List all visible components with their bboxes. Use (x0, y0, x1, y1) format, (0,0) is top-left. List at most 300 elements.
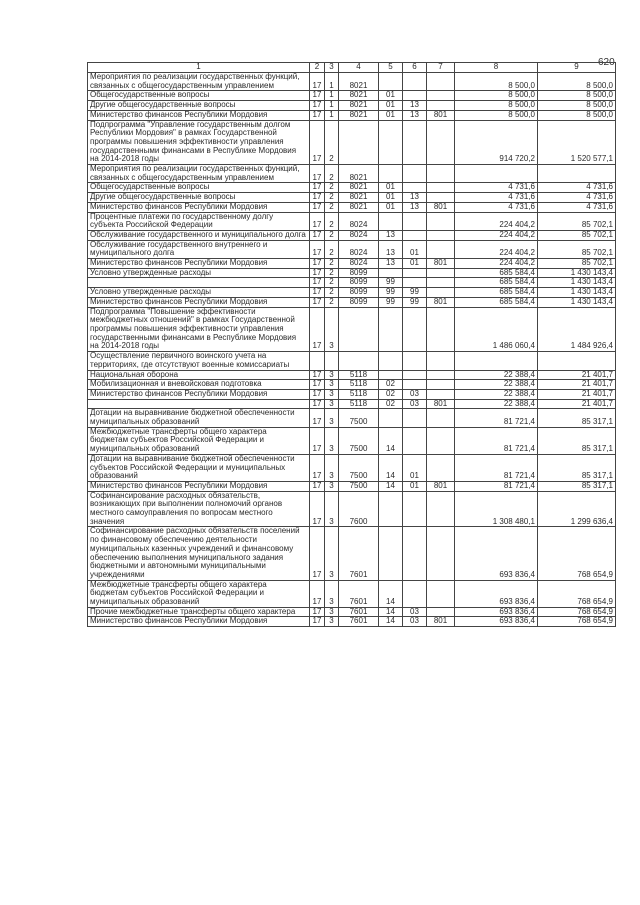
cell-code-7 (427, 427, 455, 454)
cell-amount-9: 85 317,1 (538, 409, 616, 427)
cell-code-5 (379, 491, 403, 527)
cell-code-7 (427, 352, 455, 370)
cell-amount-8: 693 836,4 (455, 527, 538, 580)
cell-code-4 (339, 120, 379, 165)
cell-code-6 (403, 268, 427, 278)
cell-code-6: 01 (403, 481, 427, 491)
cell-code-5: 01 (379, 110, 403, 120)
cell-code-5 (379, 527, 403, 580)
cell-code-5: 14 (379, 454, 403, 481)
cell-code-7: 801 (427, 481, 455, 491)
cell-code-6 (403, 91, 427, 101)
cell-amount-9: 1 430 143,4 (538, 278, 616, 288)
cell-code-2: 17 (310, 399, 325, 409)
cell-code-3: 2 (325, 259, 339, 269)
cell-code-5: 99 (379, 278, 403, 288)
cell-code-5: 99 (379, 288, 403, 298)
table-row (88, 91, 616, 101)
cell-code-3: 2 (325, 165, 339, 183)
cell-code-6: 99 (403, 297, 427, 307)
cell-amount-8: 81 721,4 (455, 427, 538, 454)
cell-code-3: 1 (325, 110, 339, 120)
cell-code-6: 13 (403, 202, 427, 212)
cell-amount-8: 685 584,4 (455, 268, 538, 278)
cell-code-6 (403, 307, 427, 352)
cell-code-6 (403, 370, 427, 380)
cell-code-4: 7500 (339, 427, 379, 454)
cell-code-7 (427, 288, 455, 298)
table-row (88, 454, 616, 481)
cell-name: Дотации на выравнивание бюджетной обеспеченности субъектов Российской Федерации и муниципальных образований (88, 454, 310, 481)
table-row (88, 481, 616, 491)
cell-code-7 (427, 278, 455, 288)
table-row (88, 240, 616, 258)
cell-code-7 (427, 120, 455, 165)
cell-amount-9: 85 702,1 (538, 212, 616, 230)
cell-code-7: 801 (427, 259, 455, 269)
cell-amount-8: 81 721,4 (455, 409, 538, 427)
cell-code-3: 3 (325, 399, 339, 409)
cell-code-3: 2 (325, 268, 339, 278)
cell-code-2: 17 (310, 193, 325, 203)
cell-code-2: 17 (310, 409, 325, 427)
cell-amount-9: 85 702,1 (538, 230, 616, 240)
column-header: 8 (455, 63, 538, 73)
cell-code-7 (427, 370, 455, 380)
cell-code-4: 5118 (339, 389, 379, 399)
cell-code-7 (427, 380, 455, 390)
cell-code-6 (403, 230, 427, 240)
cell-code-4: 8021 (339, 91, 379, 101)
column-header: 6 (403, 63, 427, 73)
cell-name: Другие общегосударственные вопросы (88, 101, 310, 111)
table-row (88, 352, 616, 370)
cell-code-5: 14 (379, 617, 403, 627)
cell-code-6 (403, 527, 427, 580)
column-header: 7 (427, 63, 455, 73)
cell-amount-8: 8 500,0 (455, 73, 538, 91)
cell-name: Общегосударственные вопросы (88, 183, 310, 193)
cell-amount-8: 81 721,4 (455, 481, 538, 491)
table-row (88, 607, 616, 617)
cell-code-3: 3 (325, 617, 339, 627)
cell-code-2: 17 (310, 607, 325, 617)
cell-code-2: 17 (310, 278, 325, 288)
cell-code-4: 8099 (339, 278, 379, 288)
cell-name: Прочие межбюджетные трансферты общего характера (88, 607, 310, 617)
cell-code-6 (403, 278, 427, 288)
table-row (88, 288, 616, 298)
table-row (88, 617, 616, 627)
cell-code-7 (427, 193, 455, 203)
cell-code-5: 13 (379, 240, 403, 258)
cell-code-4: 7601 (339, 580, 379, 607)
cell-amount-8: 693 836,4 (455, 617, 538, 627)
cell-code-2: 17 (310, 380, 325, 390)
cell-code-5: 14 (379, 607, 403, 617)
cell-code-5: 02 (379, 389, 403, 399)
cell-amount-9: 85 702,1 (538, 259, 616, 269)
cell-code-5: 02 (379, 380, 403, 390)
cell-amount-8: 4 731,6 (455, 183, 538, 193)
cell-name: Дотации на выравнивание бюджетной обеспеченности муниципальных образований (88, 409, 310, 427)
cell-code-5: 14 (379, 427, 403, 454)
table-row (88, 230, 616, 240)
cell-name: Мобилизационная и вневойсковая подготовка (88, 380, 310, 390)
cell-code-4: 8099 (339, 297, 379, 307)
cell-amount-8: 685 584,4 (455, 288, 538, 298)
cell-code-6: 13 (403, 101, 427, 111)
cell-code-4 (339, 307, 379, 352)
cell-name (88, 399, 310, 409)
cell-code-2: 17 (310, 259, 325, 269)
cell-amount-8: 81 721,4 (455, 454, 538, 481)
cell-amount-9: 4 731,6 (538, 193, 616, 203)
column-header: 4 (339, 63, 379, 73)
column-header: 9 (538, 63, 616, 73)
cell-code-6 (403, 427, 427, 454)
cell-code-5: 99 (379, 297, 403, 307)
cell-code-5: 14 (379, 580, 403, 607)
cell-code-6 (403, 580, 427, 607)
cell-amount-9: 85 702,1 (538, 240, 616, 258)
cell-code-2: 17 (310, 307, 325, 352)
cell-amount-8: 224 404,2 (455, 212, 538, 230)
table-row (88, 183, 616, 193)
cell-code-4: 8021 (339, 110, 379, 120)
cell-name: Софинансирование расходных обязательств, возникающих при выполнении полномочий органов местного самоуправления по вопросам местного значения (88, 491, 310, 527)
cell-code-4: 7601 (339, 617, 379, 627)
cell-amount-9: 8 500,0 (538, 110, 616, 120)
table-row (88, 527, 616, 580)
table-body (88, 73, 616, 627)
table-row (88, 380, 616, 390)
cell-code-4: 7500 (339, 409, 379, 427)
cell-name (88, 278, 310, 288)
table-row (88, 110, 616, 120)
cell-name: Софинансирование расходных обязательств поселений по финансовому обеспечению деятельности муниципальных казенных учреждений и финансовому обеспечению выполнения муниципального задания бюджетными и автономными муниципальными учреждениями (88, 527, 310, 580)
cell-code-7: 801 (427, 202, 455, 212)
cell-code-6: 03 (403, 617, 427, 627)
cell-code-3: 3 (325, 409, 339, 427)
cell-name: Мероприятия по реализации государственных функций, связанных с общегосударственным управлением (88, 165, 310, 183)
cell-amount-8: 8 500,0 (455, 101, 538, 111)
cell-code-6: 01 (403, 240, 427, 258)
cell-amount-8: 22 388,4 (455, 399, 538, 409)
cell-code-2: 17 (310, 288, 325, 298)
cell-code-3: 3 (325, 370, 339, 380)
cell-code-5: 01 (379, 91, 403, 101)
cell-amount-8: 1 486 060,4 (455, 307, 538, 352)
cell-amount-8: 22 388,4 (455, 370, 538, 380)
column-header: 1 (88, 63, 310, 73)
cell-name: Общегосударственные вопросы (88, 91, 310, 101)
cell-code-7: 801 (427, 399, 455, 409)
table-row (88, 268, 616, 278)
cell-name: Межбюджетные трансферты общего характера бюджетам субъектов Российской Федерации и муниципальных образований (88, 580, 310, 607)
cell-name: Подпрограмма "Повышение эффективности межбюджетных отношений" в рамках Государственной программы повышения эффективности управления государственными финансами в Республике Мордовия на 2014-2018 годы (88, 307, 310, 352)
cell-code-7 (427, 101, 455, 111)
cell-code-6: 01 (403, 259, 427, 269)
table-row (88, 491, 616, 527)
cell-code-4: 8099 (339, 268, 379, 278)
cell-amount-8: 22 388,4 (455, 380, 538, 390)
cell-code-2: 17 (310, 120, 325, 165)
cell-name: Министерство финансов Республики Мордовия (88, 110, 310, 120)
cell-code-6 (403, 352, 427, 370)
cell-code-6 (403, 212, 427, 230)
cell-code-2: 17 (310, 183, 325, 193)
cell-code-6 (403, 183, 427, 193)
cell-code-3: 1 (325, 101, 339, 111)
cell-amount-9: 85 317,1 (538, 481, 616, 491)
cell-code-3: 2 (325, 183, 339, 193)
cell-amount-8: 8 500,0 (455, 91, 538, 101)
column-header: 5 (379, 63, 403, 73)
cell-amount-9: 21 401,7 (538, 399, 616, 409)
cell-code-4: 8021 (339, 202, 379, 212)
cell-code-7 (427, 454, 455, 481)
cell-code-2: 17 (310, 91, 325, 101)
cell-amount-9: 1 520 577,1 (538, 120, 616, 165)
budget-table (87, 62, 616, 627)
cell-code-4: 7500 (339, 454, 379, 481)
cell-code-2: 17 (310, 527, 325, 580)
cell-code-4: 8024 (339, 240, 379, 258)
cell-code-4: 8024 (339, 212, 379, 230)
cell-code-5: 01 (379, 101, 403, 111)
cell-amount-8 (455, 352, 538, 370)
cell-code-3 (325, 352, 339, 370)
cell-name: Осуществление первичного воинского учета на территориях, где отсутствуют военные комиссариаты (88, 352, 310, 370)
cell-amount-8: 4 731,6 (455, 202, 538, 212)
table-row (88, 120, 616, 165)
cell-code-5: 01 (379, 193, 403, 203)
cell-code-6: 13 (403, 110, 427, 120)
column-header: 3 (325, 63, 339, 73)
cell-code-3: 3 (325, 427, 339, 454)
cell-amount-8: 224 404,2 (455, 240, 538, 258)
cell-code-7 (427, 212, 455, 230)
cell-code-2: 17 (310, 212, 325, 230)
cell-code-3: 3 (325, 580, 339, 607)
cell-code-2: 17 (310, 101, 325, 111)
table-header-row (88, 63, 616, 73)
cell-code-6 (403, 120, 427, 165)
cell-name: Другие общегосударственные вопросы (88, 193, 310, 203)
table-row (88, 259, 616, 269)
cell-name: Министерство финансов Республики Мордовия (88, 481, 310, 491)
cell-amount-9: 1 430 143,4 (538, 268, 616, 278)
cell-code-5: 01 (379, 202, 403, 212)
table-row (88, 409, 616, 427)
cell-code-4 (339, 352, 379, 370)
cell-code-5 (379, 73, 403, 91)
cell-code-7 (427, 307, 455, 352)
cell-amount-9: 768 654,9 (538, 607, 616, 617)
column-header: 2 (310, 63, 325, 73)
cell-name: Национальная оборона (88, 370, 310, 380)
cell-code-6 (403, 73, 427, 91)
cell-amount-8: 914 720,2 (455, 120, 538, 165)
cell-amount-8 (455, 165, 538, 183)
cell-code-4: 7500 (339, 481, 379, 491)
cell-name: Министерство финансов Республики Мордовия (88, 389, 310, 399)
cell-code-7 (427, 91, 455, 101)
cell-code-2: 17 (310, 110, 325, 120)
cell-amount-9: 768 654,9 (538, 580, 616, 607)
cell-amount-9: 8 500,0 (538, 101, 616, 111)
cell-code-3: 3 (325, 307, 339, 352)
cell-code-2: 17 (310, 73, 325, 91)
cell-amount-8: 8 500,0 (455, 110, 538, 120)
cell-code-6 (403, 380, 427, 390)
cell-name: Межбюджетные трансферты общего характера бюджетам субъектов Российской Федерации и муниципальных образований (88, 427, 310, 454)
table-row (88, 101, 616, 111)
cell-code-4: 8021 (339, 73, 379, 91)
cell-amount-8: 1 308 480,1 (455, 491, 538, 527)
cell-code-2: 17 (310, 240, 325, 258)
page-number: 620 (598, 57, 615, 68)
cell-code-3: 2 (325, 240, 339, 258)
cell-code-3: 2 (325, 120, 339, 165)
cell-code-6 (403, 409, 427, 427)
cell-code-3: 3 (325, 380, 339, 390)
table-row (88, 212, 616, 230)
cell-code-5: 13 (379, 230, 403, 240)
cell-code-5 (379, 165, 403, 183)
cell-code-3: 3 (325, 527, 339, 580)
table-row (88, 278, 616, 288)
cell-code-7: 801 (427, 110, 455, 120)
cell-code-2: 17 (310, 454, 325, 481)
table-row (88, 370, 616, 380)
cell-code-6 (403, 491, 427, 527)
cell-code-6: 03 (403, 607, 427, 617)
cell-code-5: 13 (379, 259, 403, 269)
cell-code-2: 17 (310, 481, 325, 491)
cell-code-7: 801 (427, 297, 455, 307)
cell-code-6: 99 (403, 288, 427, 298)
cell-amount-9: 85 317,1 (538, 427, 616, 454)
cell-code-3: 2 (325, 278, 339, 288)
cell-code-2: 17 (310, 165, 325, 183)
cell-name: Министерство финансов Республики Мордовия (88, 617, 310, 627)
table-row (88, 297, 616, 307)
cell-code-7 (427, 527, 455, 580)
cell-code-5 (379, 370, 403, 380)
cell-code-3: 2 (325, 193, 339, 203)
cell-code-6: 01 (403, 454, 427, 481)
cell-code-4: 8024 (339, 230, 379, 240)
cell-code-3: 2 (325, 202, 339, 212)
table-row (88, 427, 616, 454)
cell-code-4: 8021 (339, 193, 379, 203)
cell-code-3: 2 (325, 230, 339, 240)
cell-amount-9: 1 430 143,4 (538, 297, 616, 307)
cell-code-4: 5118 (339, 370, 379, 380)
cell-code-7 (427, 165, 455, 183)
cell-code-2: 17 (310, 580, 325, 607)
cell-amount-8: 685 584,4 (455, 278, 538, 288)
cell-code-5 (379, 307, 403, 352)
cell-code-3: 1 (325, 73, 339, 91)
cell-code-2: 17 (310, 202, 325, 212)
cell-amount-8: 224 404,2 (455, 230, 538, 240)
cell-code-5 (379, 352, 403, 370)
cell-code-2: 17 (310, 230, 325, 240)
cell-amount-9: 8 500,0 (538, 91, 616, 101)
cell-amount-8: 224 404,2 (455, 259, 538, 269)
cell-name: Условно утвержденные расходы (88, 288, 310, 298)
cell-name: Министерство финансов Республики Мордовия (88, 259, 310, 269)
table-row (88, 580, 616, 607)
cell-code-7 (427, 607, 455, 617)
cell-code-7 (427, 240, 455, 258)
cell-code-2: 17 (310, 389, 325, 399)
cell-code-7 (427, 580, 455, 607)
cell-amount-8: 693 836,4 (455, 607, 538, 617)
cell-code-5: 01 (379, 183, 403, 193)
cell-code-7 (427, 409, 455, 427)
cell-amount-8: 4 731,6 (455, 193, 538, 203)
cell-code-4: 7601 (339, 527, 379, 580)
cell-amount-9 (538, 352, 616, 370)
cell-code-6: 03 (403, 399, 427, 409)
cell-code-4: 8024 (339, 259, 379, 269)
cell-name: Процентные платежи по государственному долгу субъекта Российской Федерации (88, 212, 310, 230)
cell-code-2: 17 (310, 370, 325, 380)
cell-amount-9: 85 317,1 (538, 454, 616, 481)
cell-code-3: 3 (325, 454, 339, 481)
cell-code-4: 5118 (339, 380, 379, 390)
cell-name: Министерство финансов Республики Мордовия (88, 297, 310, 307)
cell-code-4: 7600 (339, 491, 379, 527)
cell-code-5 (379, 268, 403, 278)
cell-code-3: 1 (325, 91, 339, 101)
cell-code-4: 8099 (339, 288, 379, 298)
cell-code-7 (427, 73, 455, 91)
cell-code-5: 02 (379, 399, 403, 409)
cell-amount-8: 693 836,4 (455, 580, 538, 607)
cell-code-2 (310, 352, 325, 370)
table-row (88, 399, 616, 409)
cell-code-7: 801 (427, 617, 455, 627)
cell-code-3: 2 (325, 212, 339, 230)
cell-code-6: 13 (403, 193, 427, 203)
cell-amount-9: 768 654,9 (538, 617, 616, 627)
table-row (88, 202, 616, 212)
cell-code-5 (379, 120, 403, 165)
cell-code-7 (427, 491, 455, 527)
cell-amount-9: 4 731,6 (538, 202, 616, 212)
table-row (88, 73, 616, 91)
cell-code-2: 17 (310, 617, 325, 627)
cell-code-5: 14 (379, 481, 403, 491)
cell-code-4: 8021 (339, 183, 379, 193)
cell-amount-9: 1 430 143,4 (538, 288, 616, 298)
cell-name: Обслуживание государственного и муниципального долга (88, 230, 310, 240)
cell-code-4: 5118 (339, 399, 379, 409)
cell-amount-9: 21 401,7 (538, 389, 616, 399)
cell-code-3: 3 (325, 491, 339, 527)
cell-code-6 (403, 165, 427, 183)
cell-amount-8: 685 584,4 (455, 297, 538, 307)
cell-name: Министерство финансов Республики Мордовия (88, 202, 310, 212)
cell-code-3: 3 (325, 389, 339, 399)
cell-name: Условно утвержденные расходы (88, 268, 310, 278)
cell-code-3: 2 (325, 297, 339, 307)
